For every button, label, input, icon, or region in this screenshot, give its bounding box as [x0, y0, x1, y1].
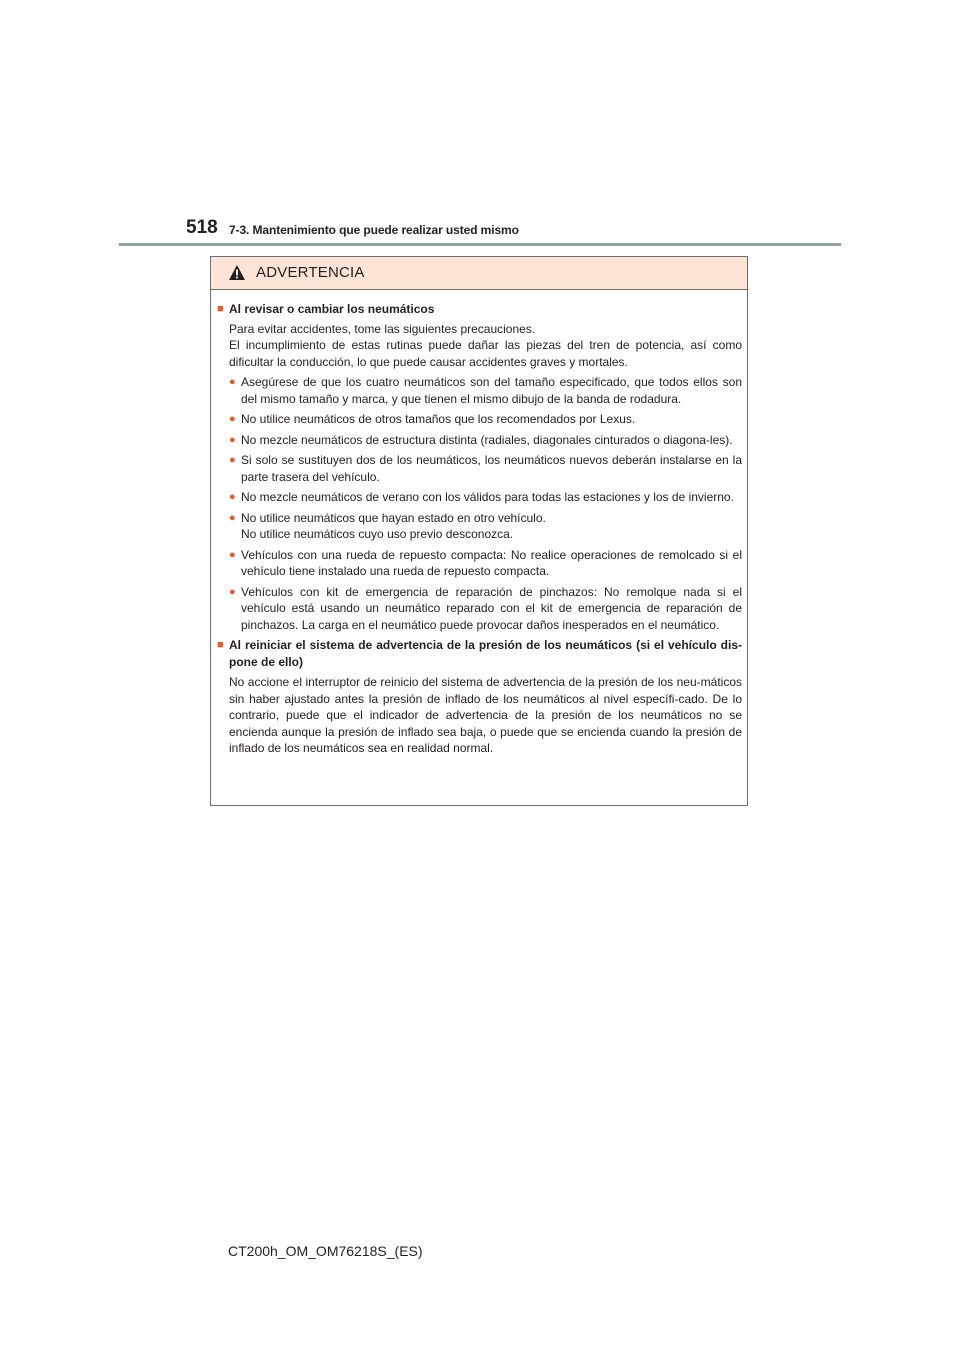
section-heading: ■ Al revisar o cambiar los neumáticos: [217, 302, 435, 316]
section-title: 7-3. Mantenimiento que puede realizar usted mismo: [229, 223, 519, 237]
section-heading: ■ Al reiniciar el sistema de advertencia de la presión de los neumáticos (si el vehículo dis-pone de ello): [217, 638, 742, 669]
intro-paragraph: Para evitar accidentes, tome las siguientes precauciones. El incumplimiento de estas rutinas puede dañar las piezas del tren de potencia, así como dificultar la conducción, lo que puede causar accidentes graves y mortales.: [229, 321, 742, 369]
warning-box: [210, 256, 748, 806]
document-code: CT200h_OM_OM76218S_(ES): [228, 1243, 423, 1259]
warning-triangle-icon: [228, 264, 246, 281]
list-item: ● Vehículos con una rueda de repuesto compacta: No realice operaciones de remolcado si el vehículo tiene instalado una rueda de repuesto compacta.: [229, 547, 742, 578]
page-header: [186, 217, 846, 243]
warning-title: ADVERTENCIA: [256, 264, 365, 281]
circle-bullet-icon: ●: [229, 511, 236, 524]
square-bullet-icon: ■: [217, 303, 224, 315]
list-item: ● No mezcle neumáticos de estructura distinta (radiales, diagonales cinturados o diagona-les).: [229, 432, 733, 447]
list-item: ● No utilice neumáticos que hayan estado en otro vehículo. No utilice neumáticos cuyo uso previo desconozca.: [229, 510, 546, 541]
circle-bullet-icon: ●: [229, 376, 236, 388]
list-item: ● No mezcle neumáticos de verano con los válidos para todas las estaciones y los de invierno.: [229, 490, 734, 504]
circle-bullet-icon: ●: [229, 491, 236, 503]
list-item: ● No utilice neumáticos de otros tamaños que los recomendados por Lexus.: [229, 412, 636, 426]
warning-header: [211, 257, 747, 290]
circle-bullet-icon: ●: [229, 548, 236, 561]
warning-body: [211, 290, 747, 757]
circle-bullet-icon: ●: [229, 413, 236, 425]
list-item: ● Vehículos con kit de emergencia de reparación de pinchazos: No remolque nada si el vehículo está usando un neumático reparado con el kit de emergencia de reparación de pinchazos. La carga en el neumático puede provocar daños inesperados en el neumático.: [229, 584, 742, 632]
list-item: ● Asegúrese de que los cuatro neumáticos son del tamaño especificado, que todos ellos son del mismo tamaño y marca, y que tienen el mismo dibujo de la banda de rodadura.: [229, 375, 742, 406]
circle-bullet-icon: ●: [229, 433, 236, 446]
circle-bullet-icon: ●: [229, 454, 236, 466]
circle-bullet-icon: ●: [229, 585, 236, 598]
header-divider: [119, 243, 841, 246]
square-bullet-icon: ■: [217, 639, 224, 651]
reset-paragraph: No accione el interruptor de reinicio del sistema de advertencia de la presión de los neu-máticos sin haber ajustado antes la presión de inflado de los neumáticos al nivel específi-cado. De lo contrario, puede que el indicador de advertencia de la presión de los neumáticos no se encienda aunque la presión de inflado sea baja, o puede que se encienda cuando la presión de inflado de los neumáticos sea en realidad normal.: [229, 675, 742, 755]
list-item: ● Si solo se sustituyen dos de los neumáticos, los neumáticos nuevos deberán instalarse en la parte trasera del vehículo.: [229, 453, 742, 484]
page-number: 518: [186, 217, 218, 238]
